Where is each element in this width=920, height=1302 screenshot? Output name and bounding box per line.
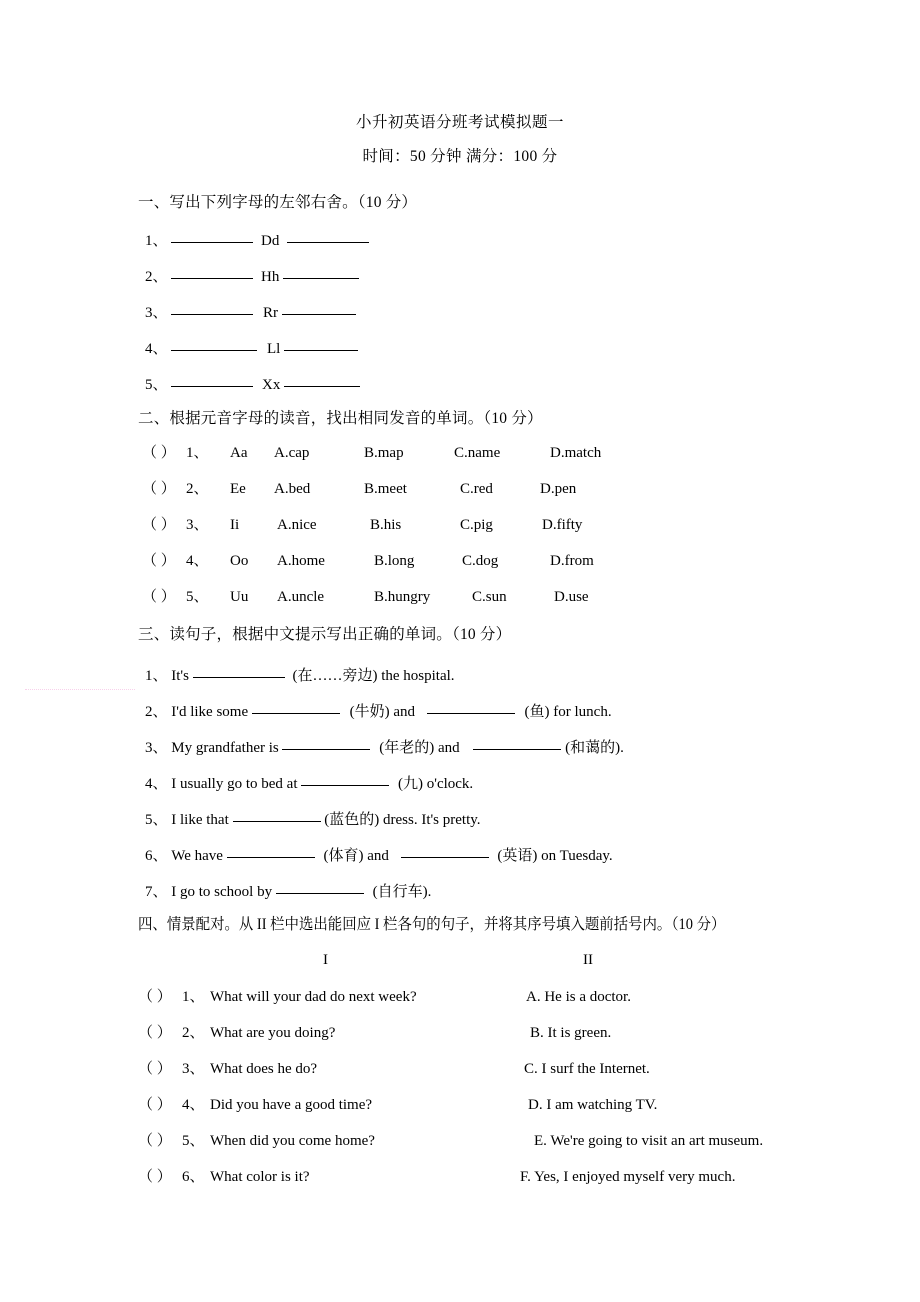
item-number: 2、	[186, 481, 209, 497]
answer-bracket[interactable]: （ ）	[142, 445, 176, 461]
answer-bracket[interactable]: （ ）	[138, 1025, 172, 1041]
section-1-heading: 一、写出下列字母的左邻右舍。（10 分）	[138, 194, 418, 211]
answer-bracket[interactable]: （ ）	[138, 1061, 172, 1077]
answer-blank-right[interactable]	[284, 372, 360, 387]
sentence-part: I like that	[171, 812, 233, 828]
option-c[interactable]: C.name	[454, 445, 501, 461]
table-row	[138, 1058, 898, 1094]
chinese-hint: (在……旁边)	[292, 668, 378, 684]
vowel-label: Aa	[230, 445, 248, 461]
prompt-sentence: What will your dad do next week?	[210, 989, 417, 1005]
chinese-hint: (九) o'clock.	[398, 776, 474, 792]
answer-option[interactable]: E. We're going to visit an art museum.	[534, 1133, 764, 1149]
list-item	[145, 771, 785, 807]
prompt-sentence: What are you doing?	[210, 1025, 336, 1041]
option-a[interactable]: A.home	[277, 553, 325, 569]
sentence-part: It's	[171, 668, 193, 684]
item-number: 4、	[182, 1097, 205, 1113]
option-d[interactable]: D.match	[550, 445, 602, 461]
answer-blank-left[interactable]	[171, 300, 253, 315]
answer-blank[interactable]	[193, 663, 285, 678]
option-a[interactable]: A.nice	[277, 517, 317, 533]
answer-blank-right[interactable]	[287, 228, 369, 243]
section-2-heading: 二、根据元音字母的读音，找出相同发音的单词。（10 分）	[138, 410, 543, 427]
option-c[interactable]: C.red	[460, 481, 493, 497]
item-number: 2、	[145, 704, 168, 720]
list-item	[145, 336, 565, 372]
item-number: 3、	[186, 517, 209, 533]
sentence-part: My grandfather is	[171, 740, 279, 756]
vowel-label: Uu	[230, 589, 249, 605]
answer-option[interactable]: A. He is a doctor.	[526, 989, 631, 1005]
sentence-part: I'd like some	[171, 704, 252, 720]
vowel-label: Oo	[230, 553, 249, 569]
item-number: 1、	[182, 989, 205, 1005]
answer-bracket[interactable]: （ ）	[138, 989, 172, 1005]
target-letter: Hh	[261, 269, 280, 285]
page-subtitle: 时间：50 分钟 满分：100 分	[362, 148, 558, 165]
item-number: 4、	[145, 341, 168, 357]
target-letter: Rr	[263, 305, 279, 321]
answer-bracket[interactable]: （ ）	[142, 517, 176, 533]
option-d[interactable]: D.from	[550, 553, 594, 569]
list-item	[145, 372, 565, 408]
title-block	[0, 112, 920, 168]
answer-blank-left[interactable]	[171, 264, 253, 279]
item-number: 5、	[145, 377, 168, 393]
answer-bracket[interactable]: （ ）	[138, 1097, 172, 1113]
answer-bracket[interactable]: （ ）	[138, 1133, 172, 1149]
list-item	[142, 442, 702, 478]
answer-blank[interactable]	[276, 879, 364, 894]
answer-blank[interactable]	[227, 843, 315, 858]
option-c[interactable]: C.dog	[462, 553, 499, 569]
answer-blank[interactable]	[301, 771, 389, 786]
item-number: 3、	[145, 740, 168, 756]
answer-blank-right[interactable]	[282, 300, 356, 315]
section-3-list	[145, 663, 785, 915]
chinese-hint: (年老的) and	[379, 740, 460, 756]
prompt-sentence: Did you have a good time?	[210, 1097, 373, 1113]
target-letter: Ll	[267, 341, 281, 357]
item-number: 1、	[145, 233, 168, 249]
option-d[interactable]: D.use	[554, 589, 589, 605]
list-item	[145, 300, 565, 336]
answer-blank[interactable]	[282, 735, 370, 750]
table-row	[138, 1130, 898, 1166]
answer-blank[interactable]	[427, 699, 515, 714]
chinese-hint: (和蔼的).	[565, 740, 624, 756]
prompt-sentence: When did you come home?	[210, 1133, 375, 1149]
option-a[interactable]: A.bed	[274, 481, 311, 497]
item-number: 3、	[145, 305, 168, 321]
answer-bracket[interactable]: （ ）	[142, 553, 176, 569]
answer-blank[interactable]	[401, 843, 489, 858]
chinese-hint: (自行车).	[372, 884, 432, 900]
answer-blank-right[interactable]	[284, 336, 358, 351]
list-item	[145, 843, 785, 879]
list-item	[142, 586, 702, 622]
column-header-ii: II	[583, 952, 593, 968]
item-number: 3、	[182, 1061, 205, 1077]
section-4-list	[138, 986, 898, 1202]
list-item	[145, 264, 565, 300]
prompt-sentence: What color is it?	[210, 1169, 310, 1185]
list-item	[145, 879, 785, 915]
item-number: 4、	[145, 776, 168, 792]
target-letter: Xx	[262, 377, 281, 393]
answer-bracket[interactable]: （ ）	[142, 589, 176, 605]
list-item	[145, 228, 565, 264]
sentence-part: the hospital.	[381, 668, 455, 684]
chinese-hint: (体育) and	[323, 848, 389, 864]
vowel-label: Ii	[230, 517, 240, 533]
list-item	[145, 663, 785, 699]
item-number: 5、	[145, 812, 168, 828]
answer-blank-left[interactable]	[171, 372, 253, 387]
table-row	[138, 1022, 898, 1058]
chinese-hint: (英语) on Tuesday.	[497, 848, 613, 864]
option-b[interactable]: B.his	[370, 517, 402, 533]
answer-option[interactable]: D. I am watching TV.	[528, 1097, 658, 1113]
option-b[interactable]: B.hungry	[374, 589, 431, 605]
vowel-label: Ee	[230, 481, 246, 497]
answer-blank-left[interactable]	[171, 336, 257, 351]
option-d[interactable]: D.fifty	[542, 517, 583, 533]
table-row	[138, 1166, 898, 1202]
sentence-part: I usually go to bed at	[171, 776, 302, 792]
list-item	[142, 550, 702, 586]
list-item	[145, 735, 785, 771]
answer-blank[interactable]	[252, 699, 340, 714]
answer-bracket[interactable]: （ ）	[142, 481, 176, 497]
option-a[interactable]: A.uncle	[277, 589, 325, 605]
answer-option[interactable]: B. It is green.	[530, 1025, 612, 1041]
section-4-heading: 四、情景配对。从 II 栏中选出能回应 I 栏各句的句子，并将其序号填入题前括号内。（10 分）	[138, 916, 726, 933]
answer-blank-left[interactable]	[171, 228, 253, 243]
item-number: 1、	[145, 668, 168, 684]
answer-option[interactable]: F. Yes, I enjoyed myself very much.	[520, 1169, 736, 1185]
option-b[interactable]: B.meet	[364, 481, 407, 497]
sentence-part: I go to school by	[171, 884, 276, 900]
item-number: 6、	[182, 1169, 205, 1185]
option-a[interactable]: A.cap	[274, 445, 310, 461]
option-b[interactable]: B.map	[364, 445, 404, 461]
margin-dotted-artifact	[25, 689, 135, 690]
section-3-heading: 三、读句子，根据中文提示写出正确的单词。（10 分）	[138, 626, 512, 643]
column-header-i: I	[323, 952, 328, 968]
item-number: 1、	[186, 445, 209, 461]
option-b[interactable]: B.long	[374, 553, 415, 569]
target-letter: Dd	[261, 233, 280, 249]
answer-blank[interactable]	[473, 735, 561, 750]
answer-option[interactable]: C. I surf the Internet.	[524, 1061, 650, 1077]
item-number: 6、	[145, 848, 168, 864]
answer-blank[interactable]	[233, 807, 321, 822]
answer-blank-right[interactable]	[283, 264, 359, 279]
sentence-part: We have	[171, 848, 227, 864]
page-title: 小升初英语分班考试模拟题一	[355, 114, 564, 131]
section-2-list	[142, 442, 702, 622]
chinese-hint: (鱼) for lunch.	[524, 704, 612, 720]
chinese-hint: (蓝色的) dress. It's pretty.	[324, 812, 481, 828]
item-number: 5、	[186, 589, 209, 605]
item-number: 5、	[182, 1133, 205, 1149]
option-c[interactable]: C.pig	[460, 517, 493, 533]
item-number: 7、	[145, 884, 168, 900]
option-c[interactable]: C.sun	[472, 589, 507, 605]
item-number: 4、	[186, 553, 209, 569]
option-d[interactable]: D.pen	[540, 481, 577, 497]
table-row	[138, 986, 898, 1022]
answer-bracket[interactable]: （ ）	[138, 1169, 172, 1185]
item-number: 2、	[145, 269, 168, 285]
section-1-list	[145, 228, 565, 408]
chinese-hint: (牛奶) and	[349, 704, 416, 720]
table-row	[138, 1094, 898, 1130]
item-number: 2、	[182, 1025, 205, 1041]
list-item	[145, 699, 785, 735]
list-item	[142, 478, 702, 514]
list-item	[142, 514, 702, 550]
prompt-sentence: What does he do?	[210, 1061, 318, 1077]
list-item	[145, 807, 785, 843]
